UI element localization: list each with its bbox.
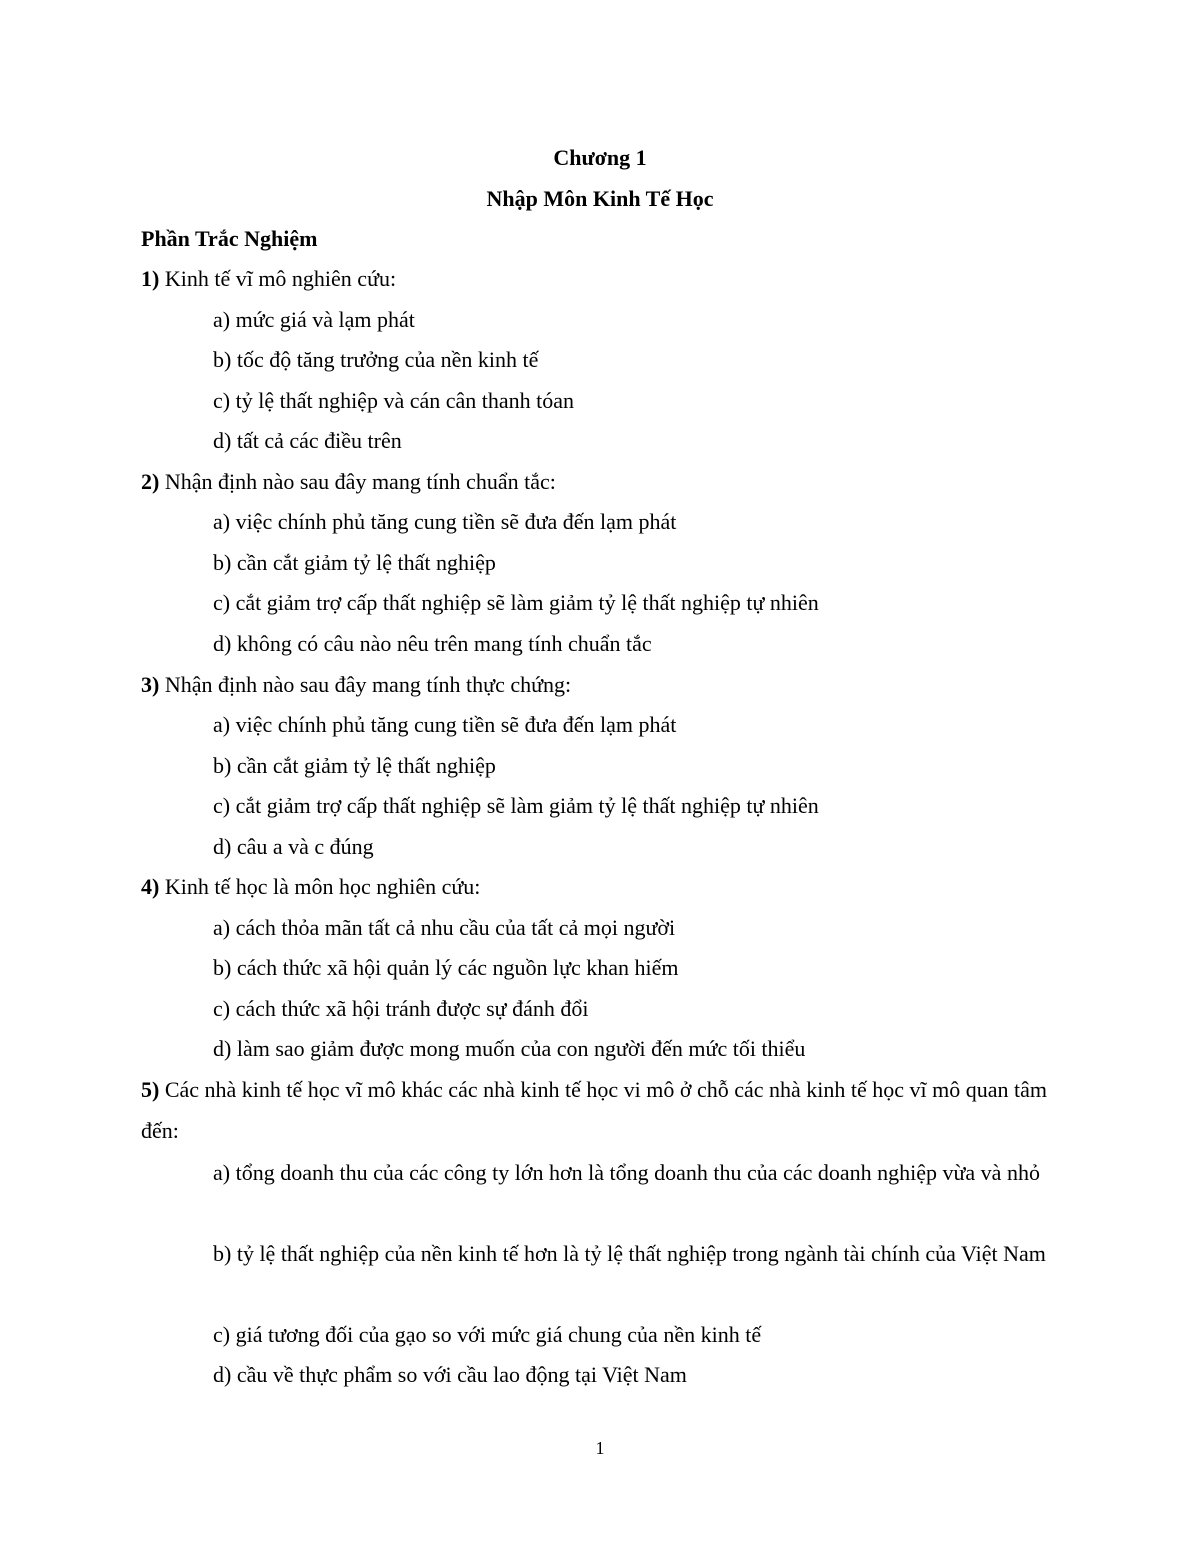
question-3-option-a: a) việc chính phủ tăng cung tiền sẽ đưa đến lạm phát [213, 712, 677, 737]
question-4-option-d: d) làm sao giảm được mong muốn của con người đến mức tối thiểu [213, 1036, 806, 1061]
question-3-option-b: b) cần cắt giảm tỷ lệ thất nghiệp [213, 753, 496, 778]
question-5 [141, 1070, 1066, 1151]
question-number: 3) [141, 672, 160, 697]
question-4-option-b: b) cách thức xã hội quản lý các nguồn lực khan hiếm [213, 955, 679, 980]
question-2-option-d: d) không có câu nào nêu trên mang tính chuẩn tắc [213, 631, 652, 656]
question-1-option-a: a) mức giá và lạm phát [213, 307, 415, 332]
question-3 [141, 670, 1066, 700]
question-4-option-a: a) cách thỏa mãn tất cả nhu cầu của tất cả mọi người [213, 915, 676, 940]
question-number: 2) [141, 469, 160, 494]
question-number: 1) [141, 266, 160, 291]
question-text: Nhận định nào sau đây mang tính chuẩn tắc: [164, 469, 556, 494]
question-5-option-a: a) tổng doanh thu của các công ty lớn hơn là tổng doanh thu của các doanh nghiệp vừa và nhỏ [213, 1160, 1040, 1185]
question-number: 4) [141, 874, 160, 899]
question-5-option-b: b) tỷ lệ thất nghiệp của nền kinh tế hơn là tỷ lệ thất nghiệp trong ngành tài chính của Việt Nam [213, 1241, 1046, 1266]
question-1 [141, 264, 1066, 294]
section-heading: Phần Trắc Nghiệm [141, 226, 318, 251]
page-title: Nhập Môn Kinh Tế Học [486, 186, 714, 211]
question-3-option-c: c) cắt giảm trợ cấp thất nghiệp sẽ làm giảm tỷ lệ thất nghiệp tự nhiên [213, 793, 819, 818]
question-text: Kinh tế học là môn học nghiên cứu: [164, 874, 481, 899]
question-5-option-d: d) cầu về thực phẩm so với cầu lao động tại Việt Nam [213, 1362, 687, 1387]
chapter-label: Chương 1 [553, 145, 647, 170]
page-number: 1 [595, 1438, 605, 1458]
question-1-option-b: b) tốc độ tăng trưởng của nền kinh tế [213, 347, 539, 372]
question-text: Kinh tế vĩ mô nghiên cứu: [164, 266, 397, 291]
question-3-option-d: d) câu a và c đúng [213, 834, 374, 859]
question-4 [141, 872, 1066, 902]
question-2 [141, 467, 1066, 497]
question-2-option-c: c) cắt giảm trợ cấp thất nghiệp sẽ làm giảm tỷ lệ thất nghiệp tự nhiên [213, 590, 819, 615]
question-number: 5) [141, 1077, 160, 1102]
question-4-option-c: c) cách thức xã hội tránh được sự đánh đổi [213, 996, 589, 1021]
question-1-option-c: c) tỷ lệ thất nghiệp và cán cân thanh tóan [213, 388, 575, 413]
question-2-option-a: a) việc chính phủ tăng cung tiền sẽ đưa đến lạm phát [213, 509, 677, 534]
question-5-option-c: c) giá tương đối của gạo so với mức giá chung của nền kinh tế [213, 1322, 762, 1347]
question-text: Nhận định nào sau đây mang tính thực chứng: [164, 672, 572, 697]
question-text: Các nhà kinh tế học vĩ mô khác các nhà kinh tế học vi mô ở chỗ các nhà kinh tế học vĩ mô quan tâm đến: [141, 1077, 1048, 1143]
question-2-option-b: b) cần cắt giảm tỷ lệ thất nghiệp [213, 550, 496, 575]
question-1-option-d: d) tất cả các điều trên [213, 428, 402, 453]
